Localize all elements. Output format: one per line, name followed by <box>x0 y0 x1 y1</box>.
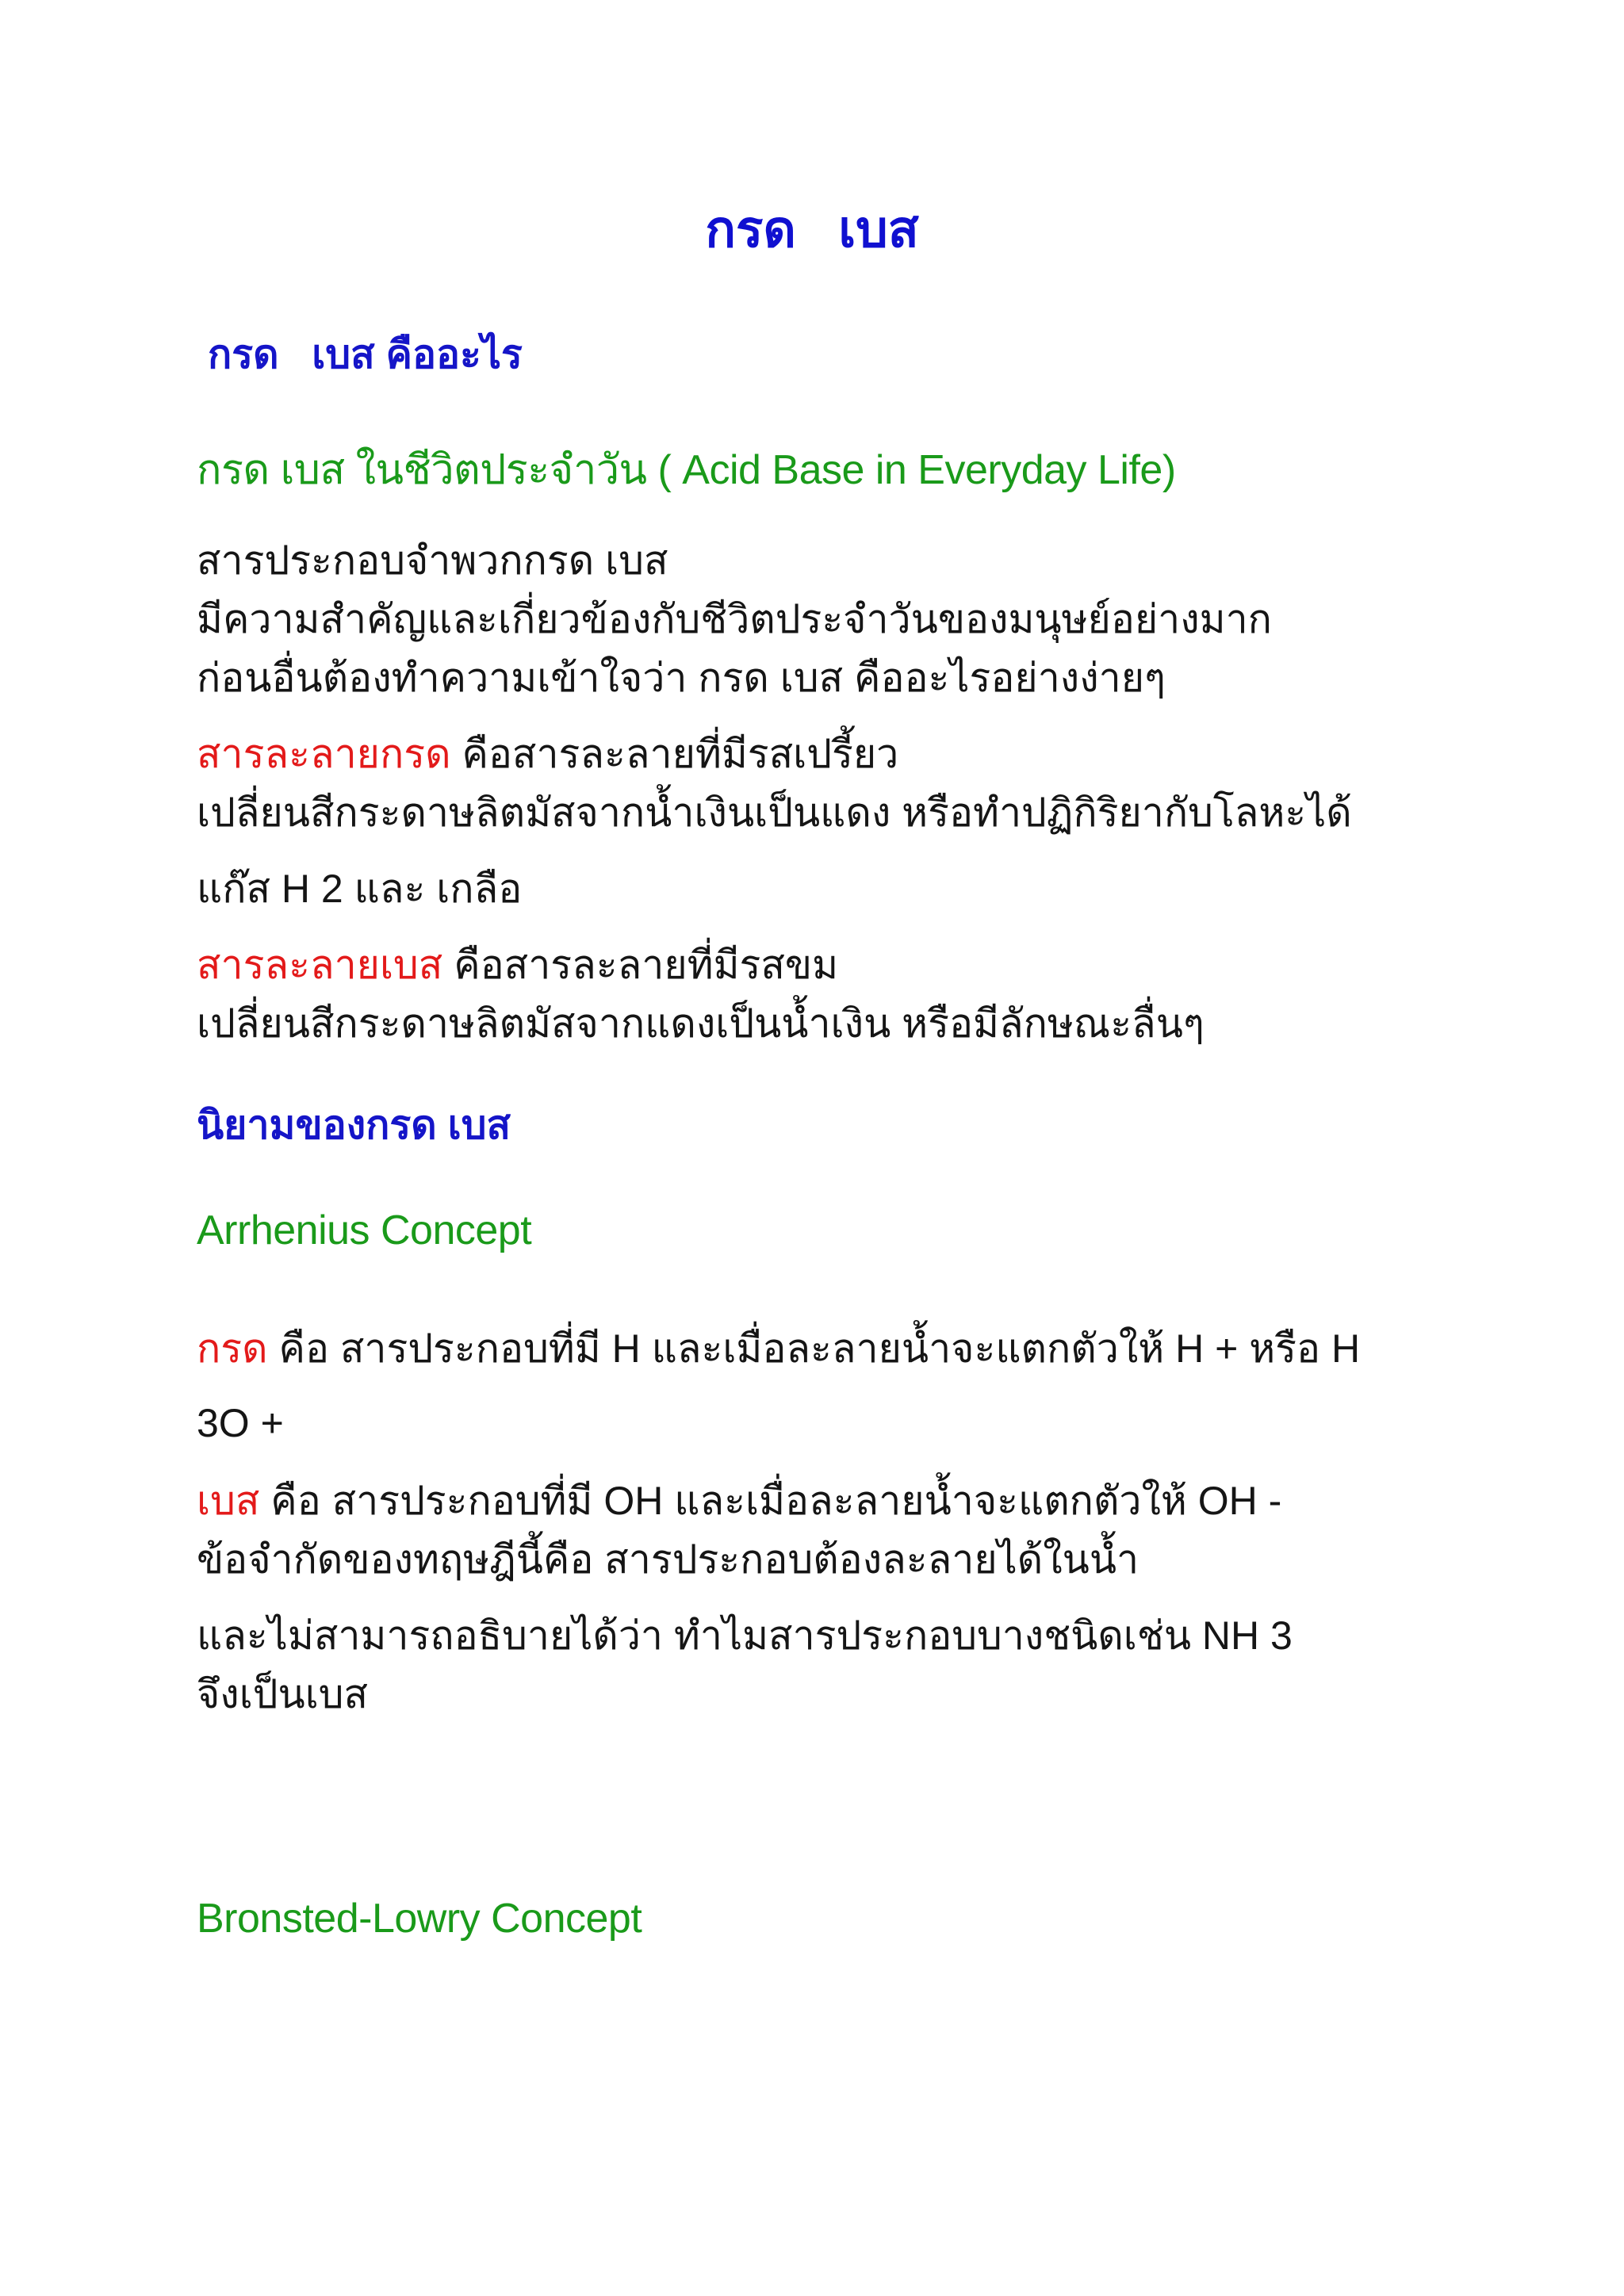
heading-bronsted-lowry: Bronsted-Lowry Concept <box>197 1896 642 1942</box>
heading-arrhenius: Arrhenius Concept <box>197 1207 532 1253</box>
arrhenius-limit-line-3: จึงเป็นเบส <box>197 1672 369 1716</box>
arrhenius-limit-line-2: และไม่สามารถอธิบายได้ว่า ทำไมสารประกอบบางชนิดเช่น NH 3 <box>197 1613 1293 1658</box>
arrhenius-base-definition: คือ สารประกอบที่มี OH และเมื่อละลายน้ำจะแตกตัวให้ OH - <box>259 1479 1282 1523</box>
base-solution-term: สารละลายเบส <box>197 943 443 987</box>
heading-definition: นิยามของกรด เบส <box>197 1103 511 1147</box>
acid-solution-line-3: แก๊ส H 2 และ เกลือ <box>197 867 523 911</box>
arrhenius-acid-term: กรด <box>197 1326 268 1371</box>
base-solution-line-2: เปลี่ยนสีกระดาษลิตมัสจากแดงเป็นน้ำเงิน หรือมีลักษณะลื่นๆ <box>197 1001 1205 1046</box>
heading-what-is-acid-base: กรด เบส คืออะไร <box>208 332 523 377</box>
acid-solution-definition: คือสารละลายที่มีรสเปรี้ยว <box>450 732 899 776</box>
acid-solution-term: สารละลายกรด <box>197 732 451 776</box>
arrhenius-acid-line-2: 3O + <box>197 1401 284 1445</box>
arrhenius-acid-definition: คือ สารประกอบที่มี H และเมื่อละลายน้ำจะแตกตัวให้ H + หรือ H <box>267 1326 1361 1371</box>
base-solution-line-1 <box>197 936 838 994</box>
intro-line-2: มีความสำคัญและเกี่ยวข้องกับชีวิตประจำวันของมนุษย์อย่างมาก <box>197 597 1272 641</box>
acid-solution-line-1 <box>197 725 898 783</box>
heading-everyday-life: กรด เบส ในชีวิตประจำวัน ( Acid Base in Everyday Life) <box>197 447 1176 493</box>
arrhenius-base-line-1 <box>197 1471 1281 1530</box>
intro-line-3: ก่อนอื่นต้องทำความเข้าใจว่า กรด เบส คืออะไรอย่างง่ายๆ <box>197 656 1166 700</box>
intro-line-1: สารประกอบจำพวกกรด เบส <box>197 538 668 583</box>
page-title: กรด เบส <box>705 201 919 258</box>
base-solution-definition: คือสารละลายที่มีรสขม <box>442 943 839 987</box>
acid-solution-line-2: เปลี่ยนสีกระดาษลิตมัสจากน้ำเงินเป็นแดง หรือทำปฏิกิริยากับโลหะได้ <box>197 790 1352 835</box>
arrhenius-base-term: เบส <box>197 1479 260 1523</box>
arrhenius-limit-line-1: ข้อจำกัดของทฤษฎีนี้คือ สารประกอบต้องละลายได้ในน้ำ <box>197 1537 1139 1582</box>
arrhenius-acid-line-1 <box>197 1319 1360 1378</box>
